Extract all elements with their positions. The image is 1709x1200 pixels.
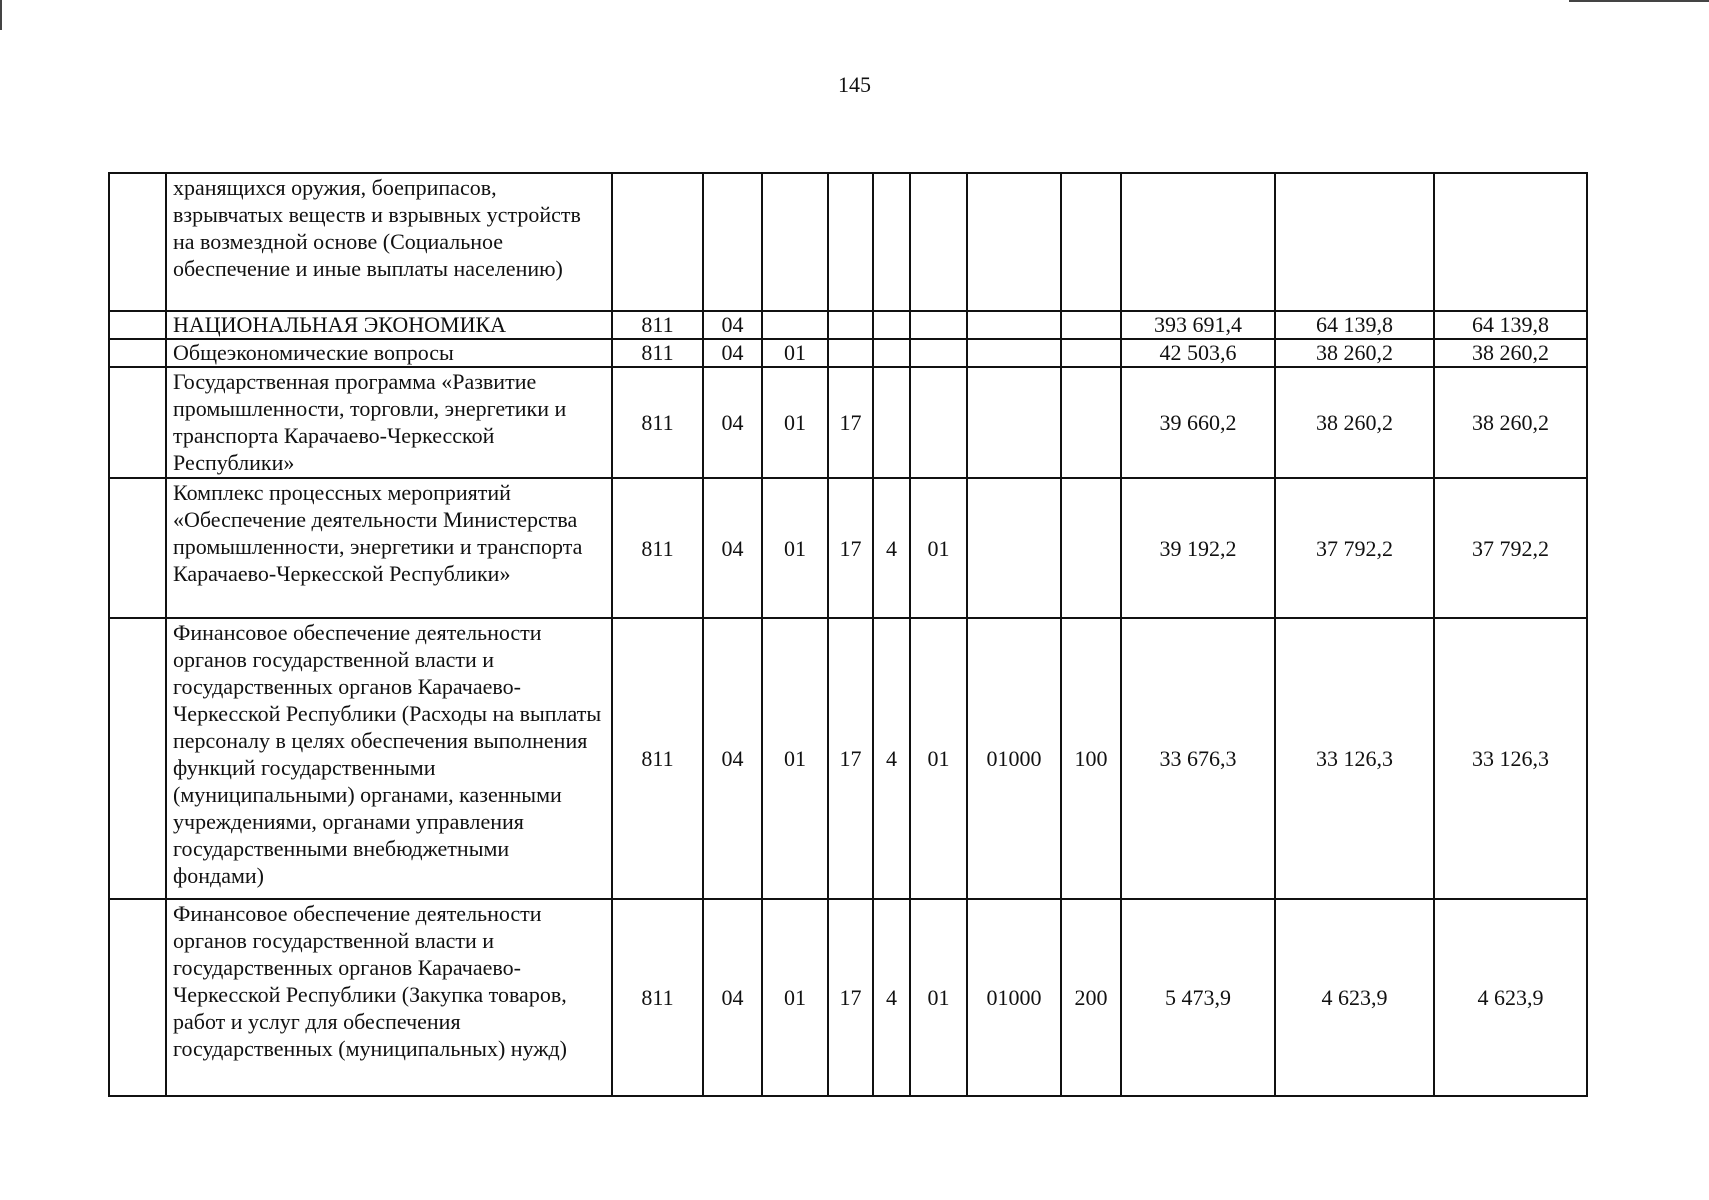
group-cell bbox=[910, 339, 967, 367]
pr-cell: 01 bbox=[762, 367, 828, 478]
row-name-cell: хранящихся оружия, боеприпасов, взрывчатых веществ и взрывных устройств на возмездной основе (Социальное обеспечение и иные выплаты населению) bbox=[166, 173, 612, 311]
rz-cell bbox=[703, 173, 762, 311]
table-row bbox=[109, 311, 1587, 339]
row-name-cell: НАЦИОНАЛЬНАЯ ЭКОНОМИКА bbox=[166, 311, 612, 339]
sum-year2-cell: 38 260,2 bbox=[1275, 339, 1434, 367]
group-cell: 01 bbox=[910, 478, 967, 618]
ved-cell: 811 bbox=[612, 339, 703, 367]
row-name-cell: Общеэкономические вопросы bbox=[166, 339, 612, 367]
sum-year1-cell: 5 473,9 bbox=[1121, 899, 1275, 1096]
pr-cell: 01 bbox=[762, 618, 828, 899]
sum-year1-cell: 393 691,4 bbox=[1121, 311, 1275, 339]
program-cell: 17 bbox=[828, 478, 873, 618]
rz-cell: 04 bbox=[703, 899, 762, 1096]
pr-cell bbox=[762, 311, 828, 339]
rz-cell: 04 bbox=[703, 478, 762, 618]
sum-year3-cell: 4 623,9 bbox=[1434, 899, 1587, 1096]
group-cell bbox=[910, 173, 967, 311]
program-cell: 17 bbox=[828, 618, 873, 899]
row-index-cell bbox=[109, 367, 166, 478]
program-cell bbox=[828, 311, 873, 339]
sum-year2-cell: 37 792,2 bbox=[1275, 478, 1434, 618]
sum-year2-cell: 64 139,8 bbox=[1275, 311, 1434, 339]
row-index-cell bbox=[109, 478, 166, 618]
table-row bbox=[109, 899, 1587, 1096]
subprogram-cell bbox=[873, 173, 910, 311]
expense-type-cell bbox=[1061, 478, 1121, 618]
program-cell bbox=[828, 173, 873, 311]
ved-cell: 811 bbox=[612, 478, 703, 618]
row-name-cell: Финансовое обеспечение деятельности органов государственной власти и государственных органов Карачаево-Черкесской Республики (Расходы на выплаты персоналу в целях обеспечения выполнения функций государственными (муниципальными) органами, казенными учреждениями, органами управления государственными внебюджетными фондами) bbox=[166, 618, 612, 899]
subprogram-cell bbox=[873, 311, 910, 339]
rz-cell: 04 bbox=[703, 367, 762, 478]
sum-year1-cell bbox=[1121, 173, 1275, 311]
sum-year2-cell: 38 260,2 bbox=[1275, 367, 1434, 478]
expense-type-cell: 200 bbox=[1061, 899, 1121, 1096]
expense-type-cell bbox=[1061, 367, 1121, 478]
sum-year1-cell: 33 676,3 bbox=[1121, 618, 1275, 899]
program-cell bbox=[828, 339, 873, 367]
sum-year1-cell: 39 192,2 bbox=[1121, 478, 1275, 618]
scan-mark-top-right bbox=[1569, 0, 1709, 2]
sum-year2-cell: 4 623,9 bbox=[1275, 899, 1434, 1096]
direction-cell bbox=[967, 173, 1061, 311]
row-index-cell bbox=[109, 311, 166, 339]
group-cell bbox=[910, 367, 967, 478]
direction-cell bbox=[967, 478, 1061, 618]
budget-table bbox=[108, 172, 1588, 1097]
subprogram-cell bbox=[873, 367, 910, 478]
sum-year2-cell: 33 126,3 bbox=[1275, 618, 1434, 899]
direction-cell: 01000 bbox=[967, 618, 1061, 899]
subprogram-cell bbox=[873, 339, 910, 367]
table-row bbox=[109, 339, 1587, 367]
direction-cell bbox=[967, 311, 1061, 339]
pr-cell: 01 bbox=[762, 478, 828, 618]
sum-year1-cell: 39 660,2 bbox=[1121, 367, 1275, 478]
ved-cell bbox=[612, 173, 703, 311]
sum-year3-cell: 38 260,2 bbox=[1434, 367, 1587, 478]
ved-cell: 811 bbox=[612, 311, 703, 339]
row-index-cell bbox=[109, 339, 166, 367]
sum-year3-cell: 37 792,2 bbox=[1434, 478, 1587, 618]
table-row bbox=[109, 478, 1587, 618]
group-cell: 01 bbox=[910, 618, 967, 899]
pr-cell: 01 bbox=[762, 899, 828, 1096]
rz-cell: 04 bbox=[703, 618, 762, 899]
direction-cell bbox=[967, 339, 1061, 367]
ved-cell: 811 bbox=[612, 899, 703, 1096]
scan-mark-left bbox=[0, 0, 2, 30]
ved-cell: 811 bbox=[612, 618, 703, 899]
sum-year3-cell bbox=[1434, 173, 1587, 311]
pr-cell: 01 bbox=[762, 339, 828, 367]
pr-cell bbox=[762, 173, 828, 311]
expense-type-cell bbox=[1061, 339, 1121, 367]
subprogram-cell: 4 bbox=[873, 618, 910, 899]
sum-year1-cell: 42 503,6 bbox=[1121, 339, 1275, 367]
row-name-cell: Финансовое обеспечение деятельности органов государственной власти и государственных органов Карачаево-Черкесской Республики (Закупка товаров, работ и услуг для обеспечения государственных (муниципальных) нужд) bbox=[166, 899, 612, 1096]
program-cell: 17 bbox=[828, 367, 873, 478]
sum-year2-cell bbox=[1275, 173, 1434, 311]
row-name-cell: Комплекс процессных мероприятий «Обеспечение деятельности Министерства промышленности, энергетики и транспорта Карачаево-Черкесской Республики» bbox=[166, 478, 612, 618]
direction-cell bbox=[967, 367, 1061, 478]
table-row bbox=[109, 367, 1587, 478]
expense-type-cell: 100 bbox=[1061, 618, 1121, 899]
row-index-cell bbox=[109, 173, 166, 311]
row-index-cell bbox=[109, 618, 166, 899]
group-cell: 01 bbox=[910, 899, 967, 1096]
row-name-cell: Государственная программа «Развитие промышленности, торговли, энергетики и транспорта Карачаево-Черкесской Республики» bbox=[166, 367, 612, 478]
ved-cell: 811 bbox=[612, 367, 703, 478]
expense-type-cell bbox=[1061, 311, 1121, 339]
page-number: 145 bbox=[838, 72, 871, 97]
sum-year3-cell: 38 260,2 bbox=[1434, 339, 1587, 367]
table-body bbox=[109, 173, 1587, 1096]
table-row bbox=[109, 173, 1587, 311]
group-cell bbox=[910, 311, 967, 339]
subprogram-cell: 4 bbox=[873, 899, 910, 1096]
table-row bbox=[109, 618, 1587, 899]
row-index-cell bbox=[109, 899, 166, 1096]
sum-year3-cell: 33 126,3 bbox=[1434, 618, 1587, 899]
program-cell: 17 bbox=[828, 899, 873, 1096]
sum-year3-cell: 64 139,8 bbox=[1434, 311, 1587, 339]
rz-cell: 04 bbox=[703, 339, 762, 367]
subprogram-cell: 4 bbox=[873, 478, 910, 618]
expense-type-cell bbox=[1061, 173, 1121, 311]
rz-cell: 04 bbox=[703, 311, 762, 339]
direction-cell: 01000 bbox=[967, 899, 1061, 1096]
